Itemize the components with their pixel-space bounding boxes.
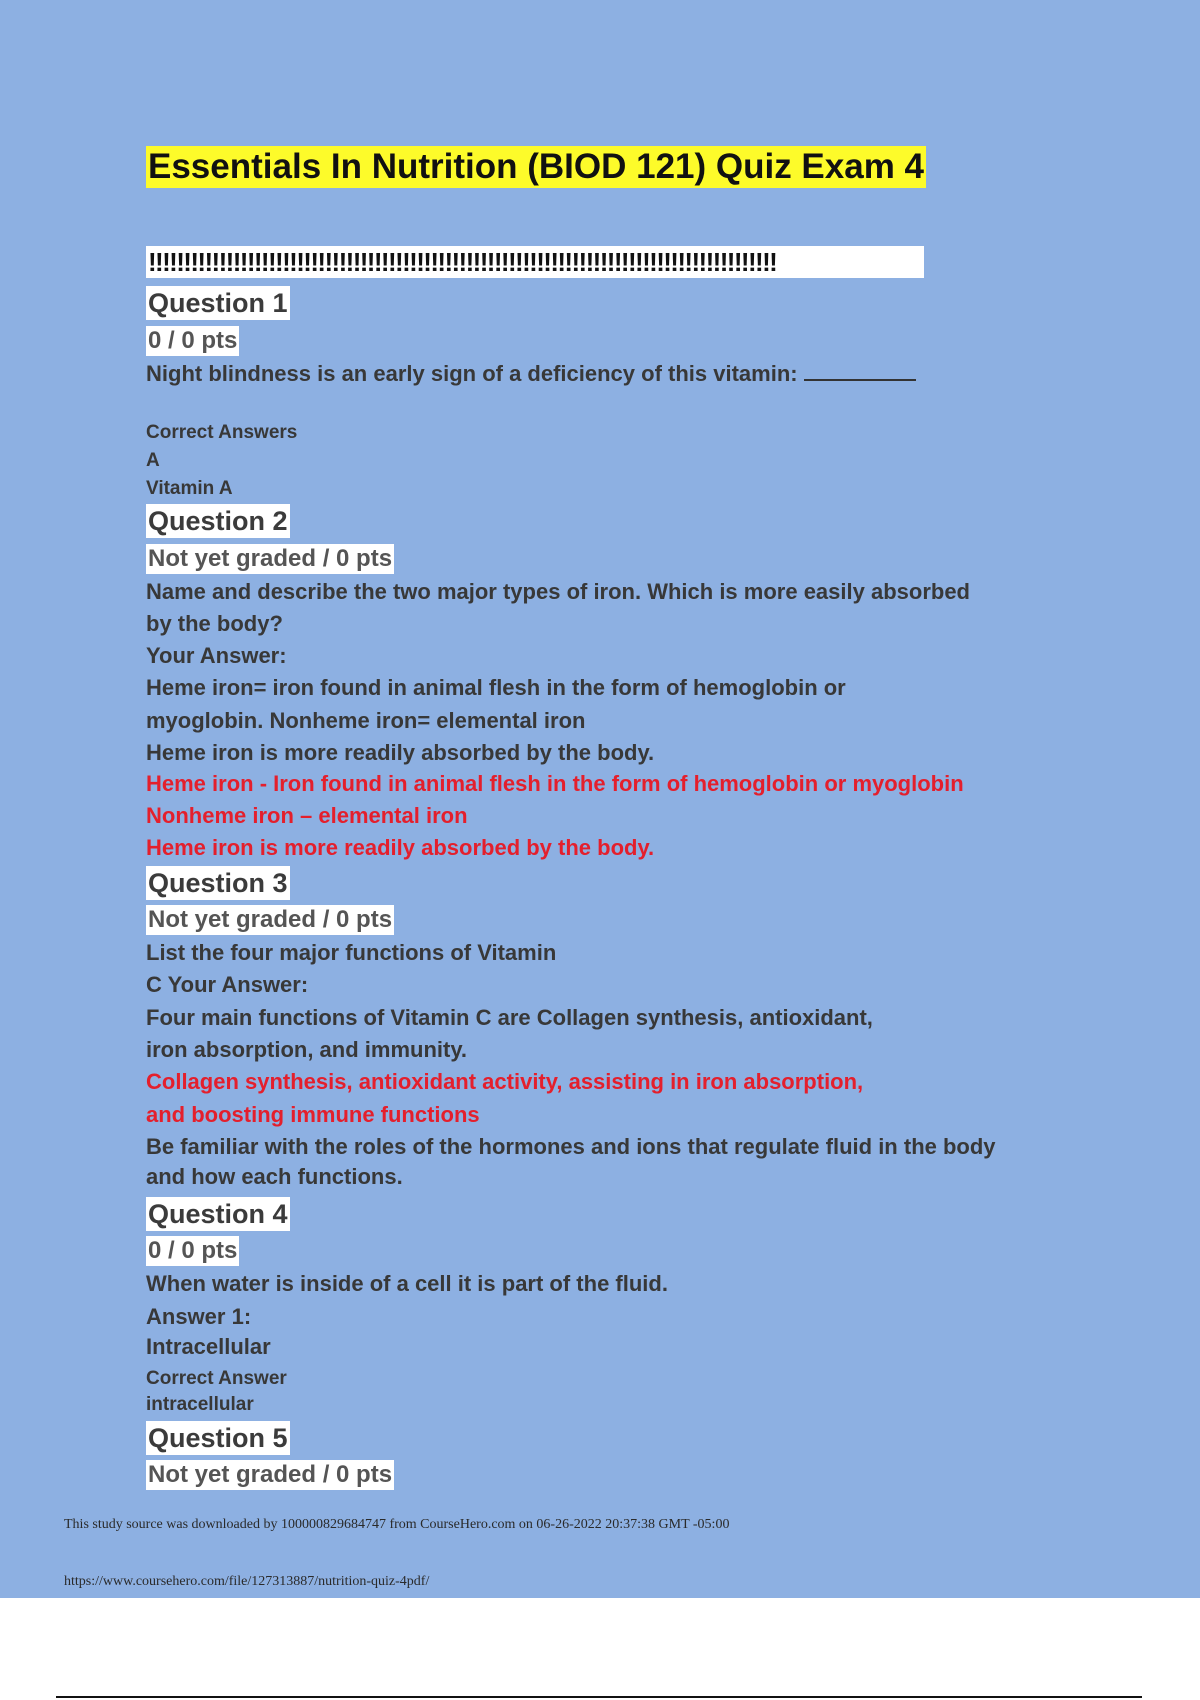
question-3-score-wrap bbox=[146, 905, 394, 935]
bottom-rule bbox=[56, 1696, 1142, 1698]
question-2-heading: Question 2 bbox=[148, 506, 288, 536]
question-1-heading: Question 1 bbox=[148, 288, 288, 318]
question-3-answer-2: iron absorption, and immunity. bbox=[146, 1037, 468, 1062]
question-3-heading-wrap bbox=[146, 866, 290, 900]
question-4-correct-answer: intracellular bbox=[146, 1394, 254, 1415]
question-1-prompt: Night blindness is an early sign of a deficiency of this vitamin: bbox=[146, 361, 798, 386]
question-2-answer-2: myoglobin. Nonheme iron= elemental iron bbox=[146, 708, 586, 733]
question-2-answer-1: Heme iron= iron found in animal flesh in the form of hemoglobin or bbox=[146, 675, 846, 700]
source-url[interactable]: https://www.coursehero.com/file/127313887/nutrition-quiz-4pdf/ bbox=[64, 1574, 430, 1589]
question-3-key-2: and boosting immune functions bbox=[146, 1102, 480, 1127]
question-3-answer-1: Four main functions of Vitamin C are Collagen synthesis, antioxidant, bbox=[146, 1005, 873, 1030]
question-4-answer: Intracellular bbox=[146, 1334, 271, 1359]
question-3-prompt-2: C Your Answer: bbox=[146, 972, 309, 997]
question-2-answer-3: Heme iron is more readily absorbed by the body. bbox=[146, 740, 655, 765]
question-4-correct-label: Correct Answer bbox=[146, 1368, 287, 1389]
question-1-score-wrap bbox=[146, 326, 239, 356]
question-1-heading-wrap bbox=[146, 286, 290, 320]
question-3-prompt-1: List the four major functions of Vitamin bbox=[146, 940, 557, 965]
question-4-score: 0 / 0 pts bbox=[148, 1237, 238, 1264]
question-1-correct-label: Correct Answers bbox=[146, 422, 298, 443]
separator-line: !!!!!!!!!!!!!!!!!!!!!!!!!!!!!!!!!!!!!!!!!!!!!!!!!!!!!!!!!!!!!!!!!!!!!!!!!!!!!!!!!!!!!!!!! bbox=[146, 246, 924, 278]
question-1-answer-a: A bbox=[146, 450, 160, 471]
question-2-key-1: Heme iron - Iron found in animal flesh in the form of hemoglobin or myoglobin bbox=[146, 771, 964, 796]
question-5-heading-wrap bbox=[146, 1421, 290, 1455]
question-3-heading: Question 3 bbox=[148, 868, 288, 898]
question-3-score: Not yet graded / 0 pts bbox=[148, 906, 393, 933]
question-1-answer-b: Vitamin A bbox=[146, 478, 233, 499]
question-4-heading-wrap bbox=[146, 1197, 290, 1231]
question-3-note-1: Be familiar with the roles of the hormones and ions that regulate fluid in the body bbox=[146, 1134, 996, 1159]
question-1-score: 0 / 0 pts bbox=[148, 327, 238, 354]
document-title: Essentials In Nutrition (BIOD 121) Quiz Exam 4 bbox=[148, 147, 925, 186]
question-2-key-3: Heme iron is more readily absorbed by the body. bbox=[146, 835, 655, 860]
answer-blank bbox=[804, 359, 916, 381]
question-2-your-answer-label: Your Answer: bbox=[146, 643, 287, 668]
question-1-prompt-line bbox=[146, 359, 916, 389]
question-3-note-2: and how each functions. bbox=[146, 1164, 403, 1189]
question-2-key-2: Nonheme iron – elemental iron bbox=[146, 803, 468, 828]
question-4-prompt: When water is inside of a cell it is part of the fluid. bbox=[146, 1271, 668, 1296]
question-2-prompt-2: by the body? bbox=[146, 611, 283, 636]
question-2-heading-wrap bbox=[146, 504, 290, 538]
question-5-heading: Question 5 bbox=[148, 1423, 288, 1453]
question-3-key-1: Collagen synthesis, antioxidant activity, assisting in iron absorption, bbox=[146, 1069, 864, 1094]
download-notice: This study source was downloaded by 100000829684747 from CourseHero.com on 06-26-2022 20:37:38 GMT -05:00 bbox=[64, 1517, 730, 1532]
question-4-answer-label: Answer 1: bbox=[146, 1304, 252, 1329]
question-2-score-wrap bbox=[146, 544, 394, 574]
question-4-heading: Question 4 bbox=[148, 1199, 288, 1229]
question-4-score-wrap bbox=[146, 1236, 239, 1266]
question-2-score: Not yet graded / 0 pts bbox=[148, 545, 393, 572]
question-5-score-wrap bbox=[146, 1460, 394, 1490]
question-5-score: Not yet graded / 0 pts bbox=[148, 1461, 393, 1488]
question-2-prompt-1: Name and describe the two major types of iron. Which is more easily absorbed bbox=[146, 579, 970, 604]
